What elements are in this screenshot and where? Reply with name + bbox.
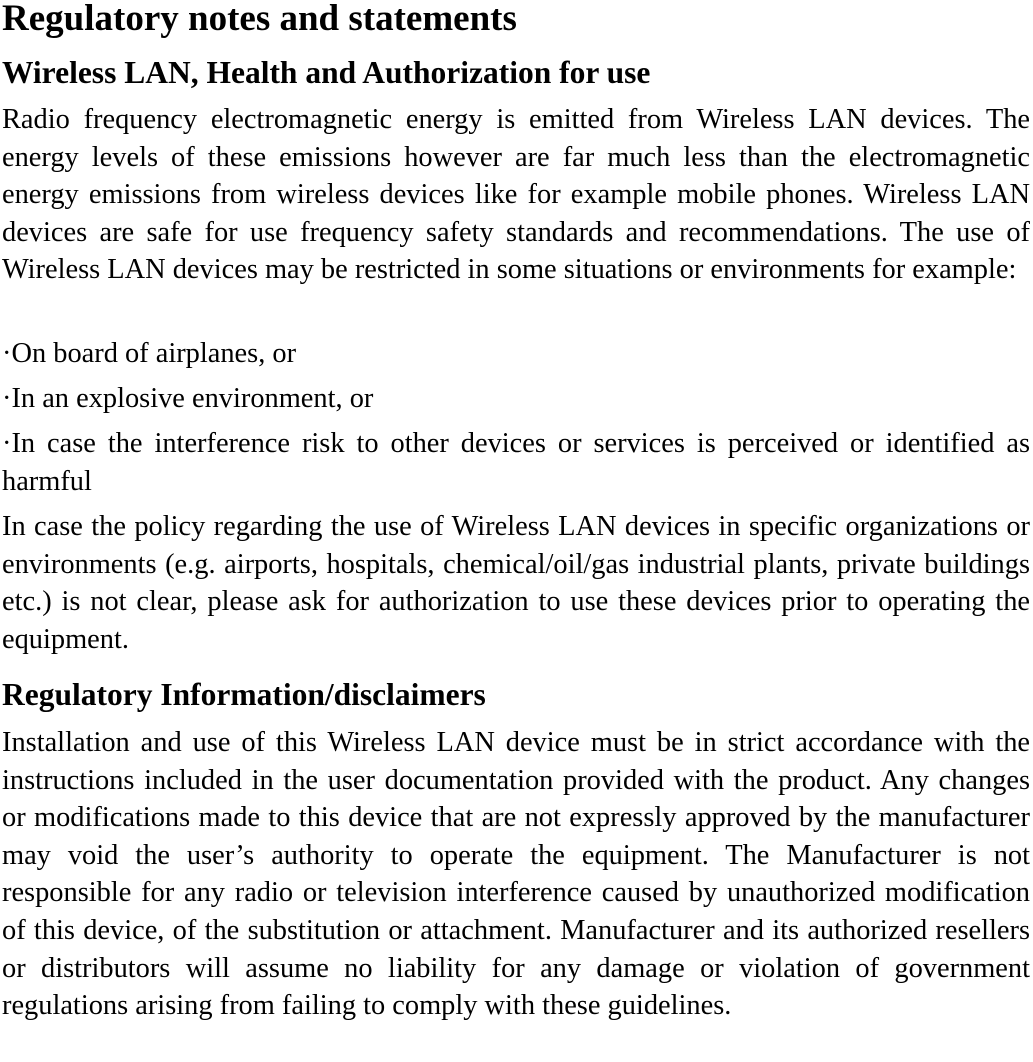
section-heading-wlan-health: Wireless LAN, Health and Authorization for use [2,55,651,90]
section-heading-regulatory-info: Regulatory Information/disclaimers [2,677,486,712]
wlan-intro-paragraph: Radio frequency electromagnetic energy is emitted from Wireless LAN devices. The energy levels of these emissions however are far much less than the electromagnetic energy emissions from wireless devices like for example mobile phones. Wireless LAN devices are safe for use frequency safety standards and recommendations. The use of Wireless LAN devices may be restricted in some situations or environments for example: [2,104,1030,286]
bullet-item-airplanes: ·On board of airplanes, or [2,338,297,369]
bullet-item-explosive: ·In an explosive environment, or [2,383,374,414]
wlan-closing-paragraph: In case the policy regarding the use of Wireless LAN devices in specific organizations or environments (e.g. airports, hospitals, chemical/oil/gas industrial plants, private buildings etc.) is not clear, please ask for authorization to use these devices prior to operating the equipment. [2,511,1030,655]
document-title: Regulatory notes and statements [2,0,517,39]
regulatory-info-paragraph: Installation and use of this Wireless LAN device must be in strict accordance with the instructions included in the user documentation provided with the product. Any changes or modifications made to this device that are not expressly approved by the manufacturer may void the user’s authority to operate the equipment. The Manufacturer is not responsible for any radio or television interference caused by unauthorized modification of this device, of the substitution or attachment. Manufacturer and its authorized resellers or distributors will assume no liability for any damage or violation of government regulations arising from failing to comply with these guidelines. [2,727,1030,1022]
bullet-item-interference: ·In case the interference risk to other devices or services is perceived or identified as harmful [2,428,1030,497]
